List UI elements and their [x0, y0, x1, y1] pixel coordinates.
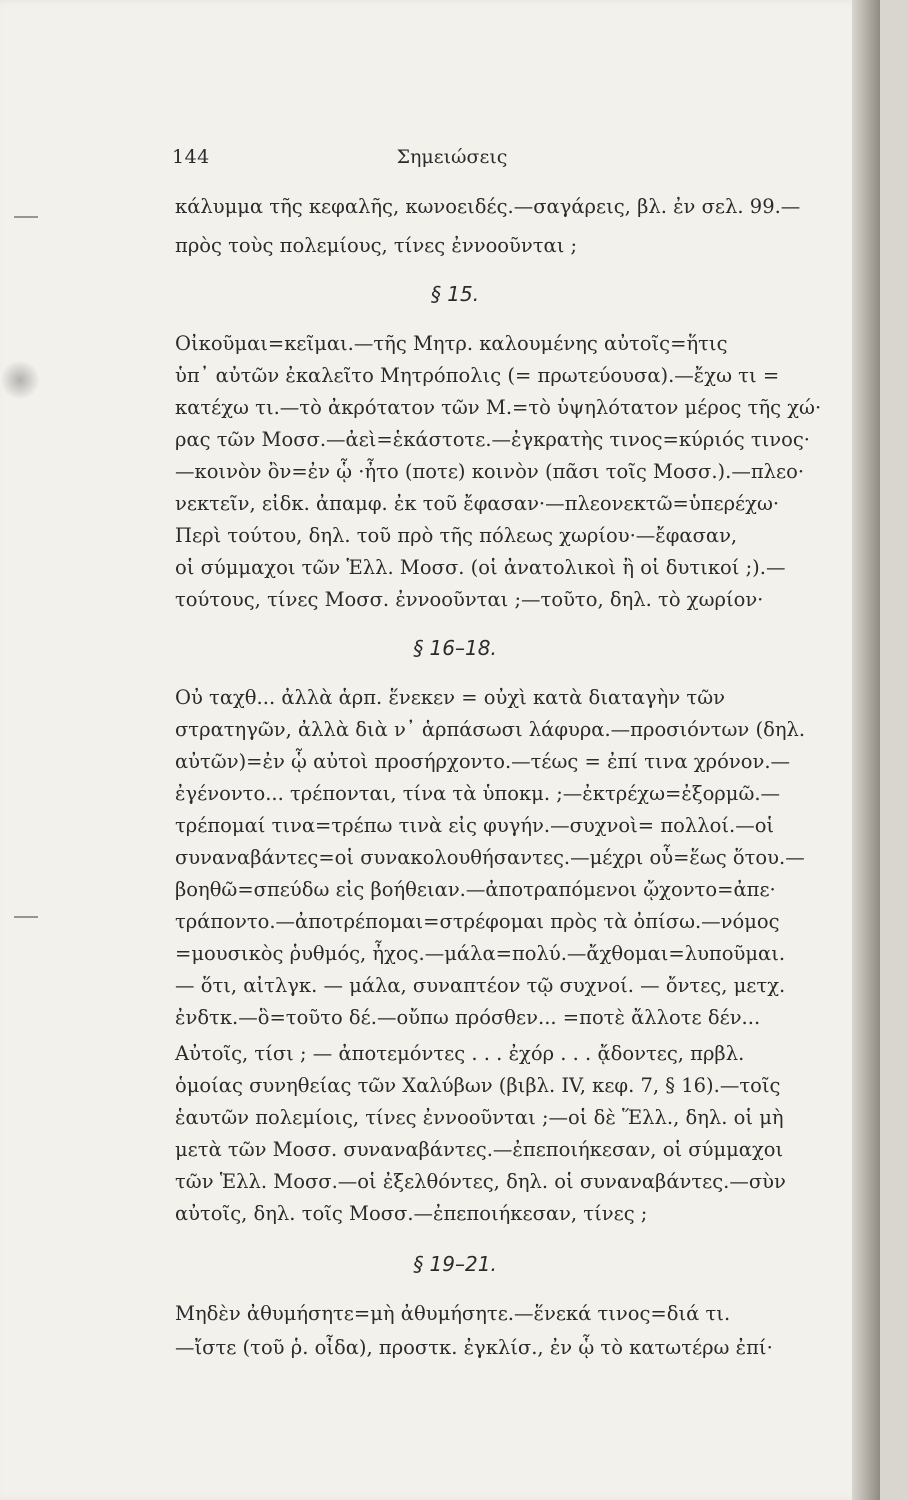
text-line: Αὐτοῖς, τίσι ; — ἀποτεμόντες . . . ἐχόρ . . . ᾄδοντες, πρβλ.	[175, 1042, 745, 1065]
text-line: βοηθῶ=σπεύδω εἰς βοήθειαν.—ἀποτραπόμενοι ᾤχοντο=ἀπε·	[175, 878, 776, 901]
text-line: πρὸς τοὺς πολεμίους, τίνες ἐννοοῦνται ;	[175, 234, 578, 257]
text-line: =μουσικὸς ῥυθμός, ἦχος.—μάλα=πολύ.—ἄχθομαι=λυποῦμαι.	[175, 942, 786, 965]
text-line: Οὐ ταχθ... ἀλλὰ ἁρπ. ἕνεκεν = οὐχὶ κατὰ διαταγὴν τῶν	[175, 686, 725, 709]
margin-mark	[14, 916, 38, 918]
section-heading: § 16–18.	[413, 636, 497, 660]
text-line: τράποντο.—ἀποτρέπομαι=στρέφομαι πρὸς τὰ ὀπίσω.—νόμος	[175, 910, 780, 933]
text-line: ἑαυτῶν πολεμίοις, τίνες ἐννοοῦνται ;—οἱ δὲ Ἕλλ., δηλ. οἱ μὴ	[175, 1106, 784, 1129]
text-line: ἐνδτκ.—ὃ=τοῦτο δέ.—οὔπω πρόσθεν... =ποτὲ ἄλλοτε δέν...	[175, 1006, 761, 1029]
page-number: 144	[172, 146, 210, 168]
text-line: κάλυμμα τῆς κεφαλῆς, κωνοειδές.—σαγάρεις, βλ. ἐν σελ. 99.—	[175, 195, 801, 218]
text-line: τούτους, τίνες Μοσσ. ἐννοοῦνται ;—τοῦτο, δηλ. τὸ χωρίον·	[175, 588, 764, 611]
text-line: ὁμοίας συνηθείας τῶν Χαλύβων (βιβλ. IV, κεφ. 7, § 16).—τοῖς	[175, 1074, 781, 1097]
text-line: Μηδὲν ἀθυμήσητε=μὴ ἀθυμήσητε.—ἕνεκά τινος=διά τι.	[175, 1302, 731, 1325]
text-line: συναναβάντες=οἱ συνακολουθήσαντες.—μέχρι οὗ=ἕως ὅτου.—	[175, 846, 805, 869]
text-line: ἐγένοντο... τρέπονται, τίνα τὰ ὑποκμ. ;—ἐκτρέχω=ἐξορμῶ.—	[175, 782, 781, 805]
text-line: κατέχω τι.—τὸ ἀκρότατον τῶν Μ.=τὸ ὑψηλότατον μέρος τῆς χώ·	[175, 396, 822, 419]
text-line: νεκτεῖν, εἰδκ. ἀπαμφ. ἐκ τοῦ ἔφασαν·—πλεονεκτῶ=ὑπερέχω·	[175, 492, 780, 515]
text-line: οἱ σύμμαχοι τῶν Ἑλλ. Μοσσ. (οἱ ἀνατολικοὶ ἢ οἱ δυτικοί ;).—	[175, 556, 786, 579]
text-line: Οἰκοῦμαι=κεῖμαι.—τῆς Μητρ. καλουμένης αὐτοῖς=ἥτις	[175, 332, 728, 355]
page-header	[172, 146, 732, 174]
text-line: — ὅτι, αἰτλγκ. — μάλα, συναπτέον τῷ συχνοί. — ὄντες, μετχ.	[175, 974, 786, 997]
text-line: —κοινὸν ὂν=ἐν ᾧ ·ἦτο (ποτε) κοινὸν (πᾶσι τοῖς Μοσσ.).—πλεο·	[175, 460, 805, 483]
text-line: ὑπ᾿ αὐτῶν ἐκαλεῖτο Μητρόπολις (= πρωτεύουσα).—ἔχω τι =	[175, 364, 780, 387]
section-heading: § 15.	[430, 282, 480, 306]
text-line: Περὶ τούτου, δηλ. τοῦ πρὸ τῆς πόλεως χωρίου·—ἔφασαν,	[175, 524, 738, 547]
running-title: Σημειώσεις	[396, 146, 508, 168]
text-line: τρέπομαί τινα=τρέπω τινὰ εἰς φυγήν.—συχνοὶ= πολλοί.—οἱ	[175, 814, 775, 837]
text-line: τῶν Ἑλλ. Μοσσ.—οἱ ἐξελθόντες, δηλ. οἱ συναναβάντες.—σὺν	[175, 1170, 786, 1193]
margin-mark	[14, 216, 38, 218]
text-line: στρατηγῶν, ἀλλὰ διὰ ν᾿ ἁρπάσωσι λάφυρα.—προσιόντων (δηλ.	[175, 718, 806, 741]
text-line: μετὰ τῶν Μοσσ. συναναβάντες.—ἐπεποιήκεσαν, οἱ σύμμαχοι	[175, 1138, 784, 1161]
text-line: αὐτῶν)=ἐν ᾧ αὐτοὶ προσήρχοντο.—τέως = ἐπί τινα χρόνον.—	[175, 750, 791, 773]
ink-smudge	[0, 360, 40, 400]
section-heading: § 19–21.	[413, 1252, 497, 1276]
text-line: —ἴστε (τοῦ ῥ. οἶδα), προστκ. ἐγκλίσ., ἐν ᾧ τὸ κατωτέρω ἐπί·	[175, 1336, 773, 1359]
text-line: αὐτοῖς, δηλ. τοῖς Μοσσ.—ἐπεποιήκεσαν, τίνες ;	[175, 1202, 648, 1225]
text-line: ρας τῶν Μοσσ.—ἀεὶ=ἑκάστοτε.—ἐγκρατὴς τινος=κύριός τινος·	[175, 428, 810, 451]
